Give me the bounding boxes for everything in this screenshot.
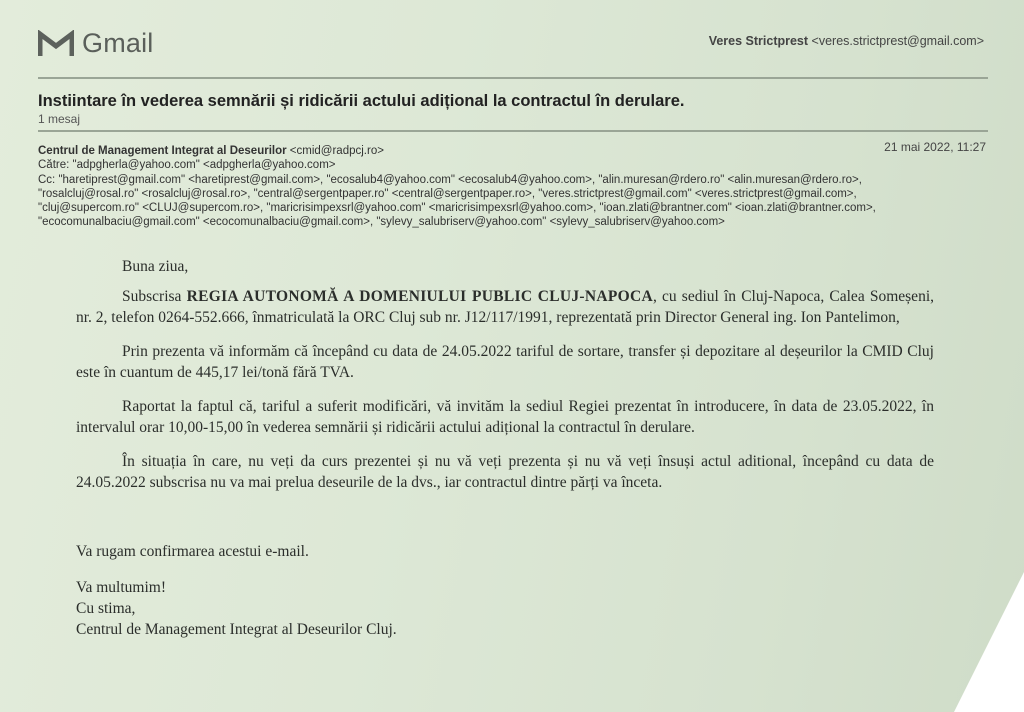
- message-count: 1 mesaj: [38, 112, 81, 126]
- letter-paragraph: Prin prezenta vă informăm că începând cu data de 24.05.2022 tariful de sortare, transfer și depozitare al deșeurilor la CMID Cluj este în cuantum de 445,17 lei/tonă fără TVA.: [76, 343, 934, 381]
- cc-line: [38, 173, 993, 187]
- cc-label: Cc:: [38, 173, 56, 186]
- gmail-m-icon: [38, 30, 74, 58]
- cc-recipients-line: "haretiprest@gmail.com" <haretiprest@gmail.com>, "ecosalub4@yahoo.com" <ecosalub4@yahoo.com>, "alin.muresan@rdero.ro" <alin.muresan@rdero.ro>,: [58, 173, 862, 186]
- account-info: [709, 34, 984, 48]
- to-recipients: "adpgherla@yahoo.com" <adpgherla@yahoo.com>: [72, 159, 336, 172]
- to-label: Către:: [38, 159, 70, 172]
- gmail-logo: [38, 28, 154, 59]
- paragraph-rest: , cu sediul în Cluj-Napoca, Calea Someșeni, nr. 2, telefon 0264-552.666, înmatriculată la ORC Cluj sub nr. J12/117/1991, reprezentată prin Director General ing. Ion Pantelimon,: [76, 288, 934, 326]
- sender-email: <cmid@radpcj.ro>: [289, 145, 384, 157]
- gmail-logo-text: Gmail: [82, 28, 154, 58]
- confirmation-request: Va rugam confirmarea acestui e-mail.: [76, 543, 309, 560]
- thanks-line: Va multumim!: [76, 579, 166, 596]
- from-line: [38, 144, 993, 158]
- thread-subject: Instiintare în vederea semnării și ridicării actului adițional la contractul în derulare.: [38, 92, 685, 110]
- to-line: [38, 158, 993, 172]
- signature-line: Centrul de Management Integrat al Deseurilor Cluj.: [76, 621, 397, 638]
- cc-recipients-line: "ecocomunalbaciu@gmail.com" <ecocomunalbaciu@gmail.com>, "sylevy_salubriserv@yahoo.com" <sylevy_salubriserv@yahoo.com>: [38, 216, 725, 229]
- account-name: Veres Strictprest: [708, 34, 809, 48]
- letter-paragraph: În situația în care, nu veți da curs prezentei și nu vă veți prezenta și nu vă veți însuși actul aditional, începând cu data de 24.05.2022 subscrisa nu va mai prelua deseurile de la dvs., iar contractul dintre părți va înceta.: [76, 453, 934, 491]
- cc-recipients-line: "rosalcluj@rosal.ro" <rosalcluj@rosal.ro>, "central@sergentpaper.ro" <central@sergentpaper.ro>, "veres.strictprest@gmail.com" <veres.strictprest@gmail.com>,: [38, 187, 857, 200]
- account-email: <veres.strictprest@gmail.com>: [811, 34, 984, 48]
- letter-paragraph: Raportat la faptul că, tariful a suferit modificări, vă invităm la sediul Regiei prezentat în introducere, în data de 23.05.2022, în intervalul orar 10,00-15,00 în vederea semnării și ridicării actului adițional la contractul în derulare.: [76, 398, 934, 436]
- regards-line: Cu stima,: [76, 600, 136, 617]
- message-date: 21 mai 2022, 11:27: [884, 140, 986, 154]
- subject-divider: [38, 130, 988, 132]
- organization-name: REGIA AUTONOMĂ A DOMENIULUI PUBLIC CLUJ-NAPOCA: [186, 288, 653, 305]
- letter-greeting: Buna ziua,: [122, 258, 189, 275]
- letter-paragraph: [76, 286, 934, 328]
- cc-recipients-line: "cluj@supercom.ro" <CLUJ@supercom.ro>, "maricrisimpexsrl@yahoo.com" <maricrisimpexsrl@yahoo.com>, "ioan.zlati@brantner.com" <ioan.zlati@brantner.com>,: [38, 202, 876, 215]
- message-header: [38, 144, 993, 230]
- paragraph-intro: Subscrisa: [122, 288, 187, 305]
- top-divider: [38, 77, 988, 79]
- sender-name: Centrul de Management Integrat al Deseurilor: [38, 145, 287, 157]
- message-body: [76, 256, 934, 640]
